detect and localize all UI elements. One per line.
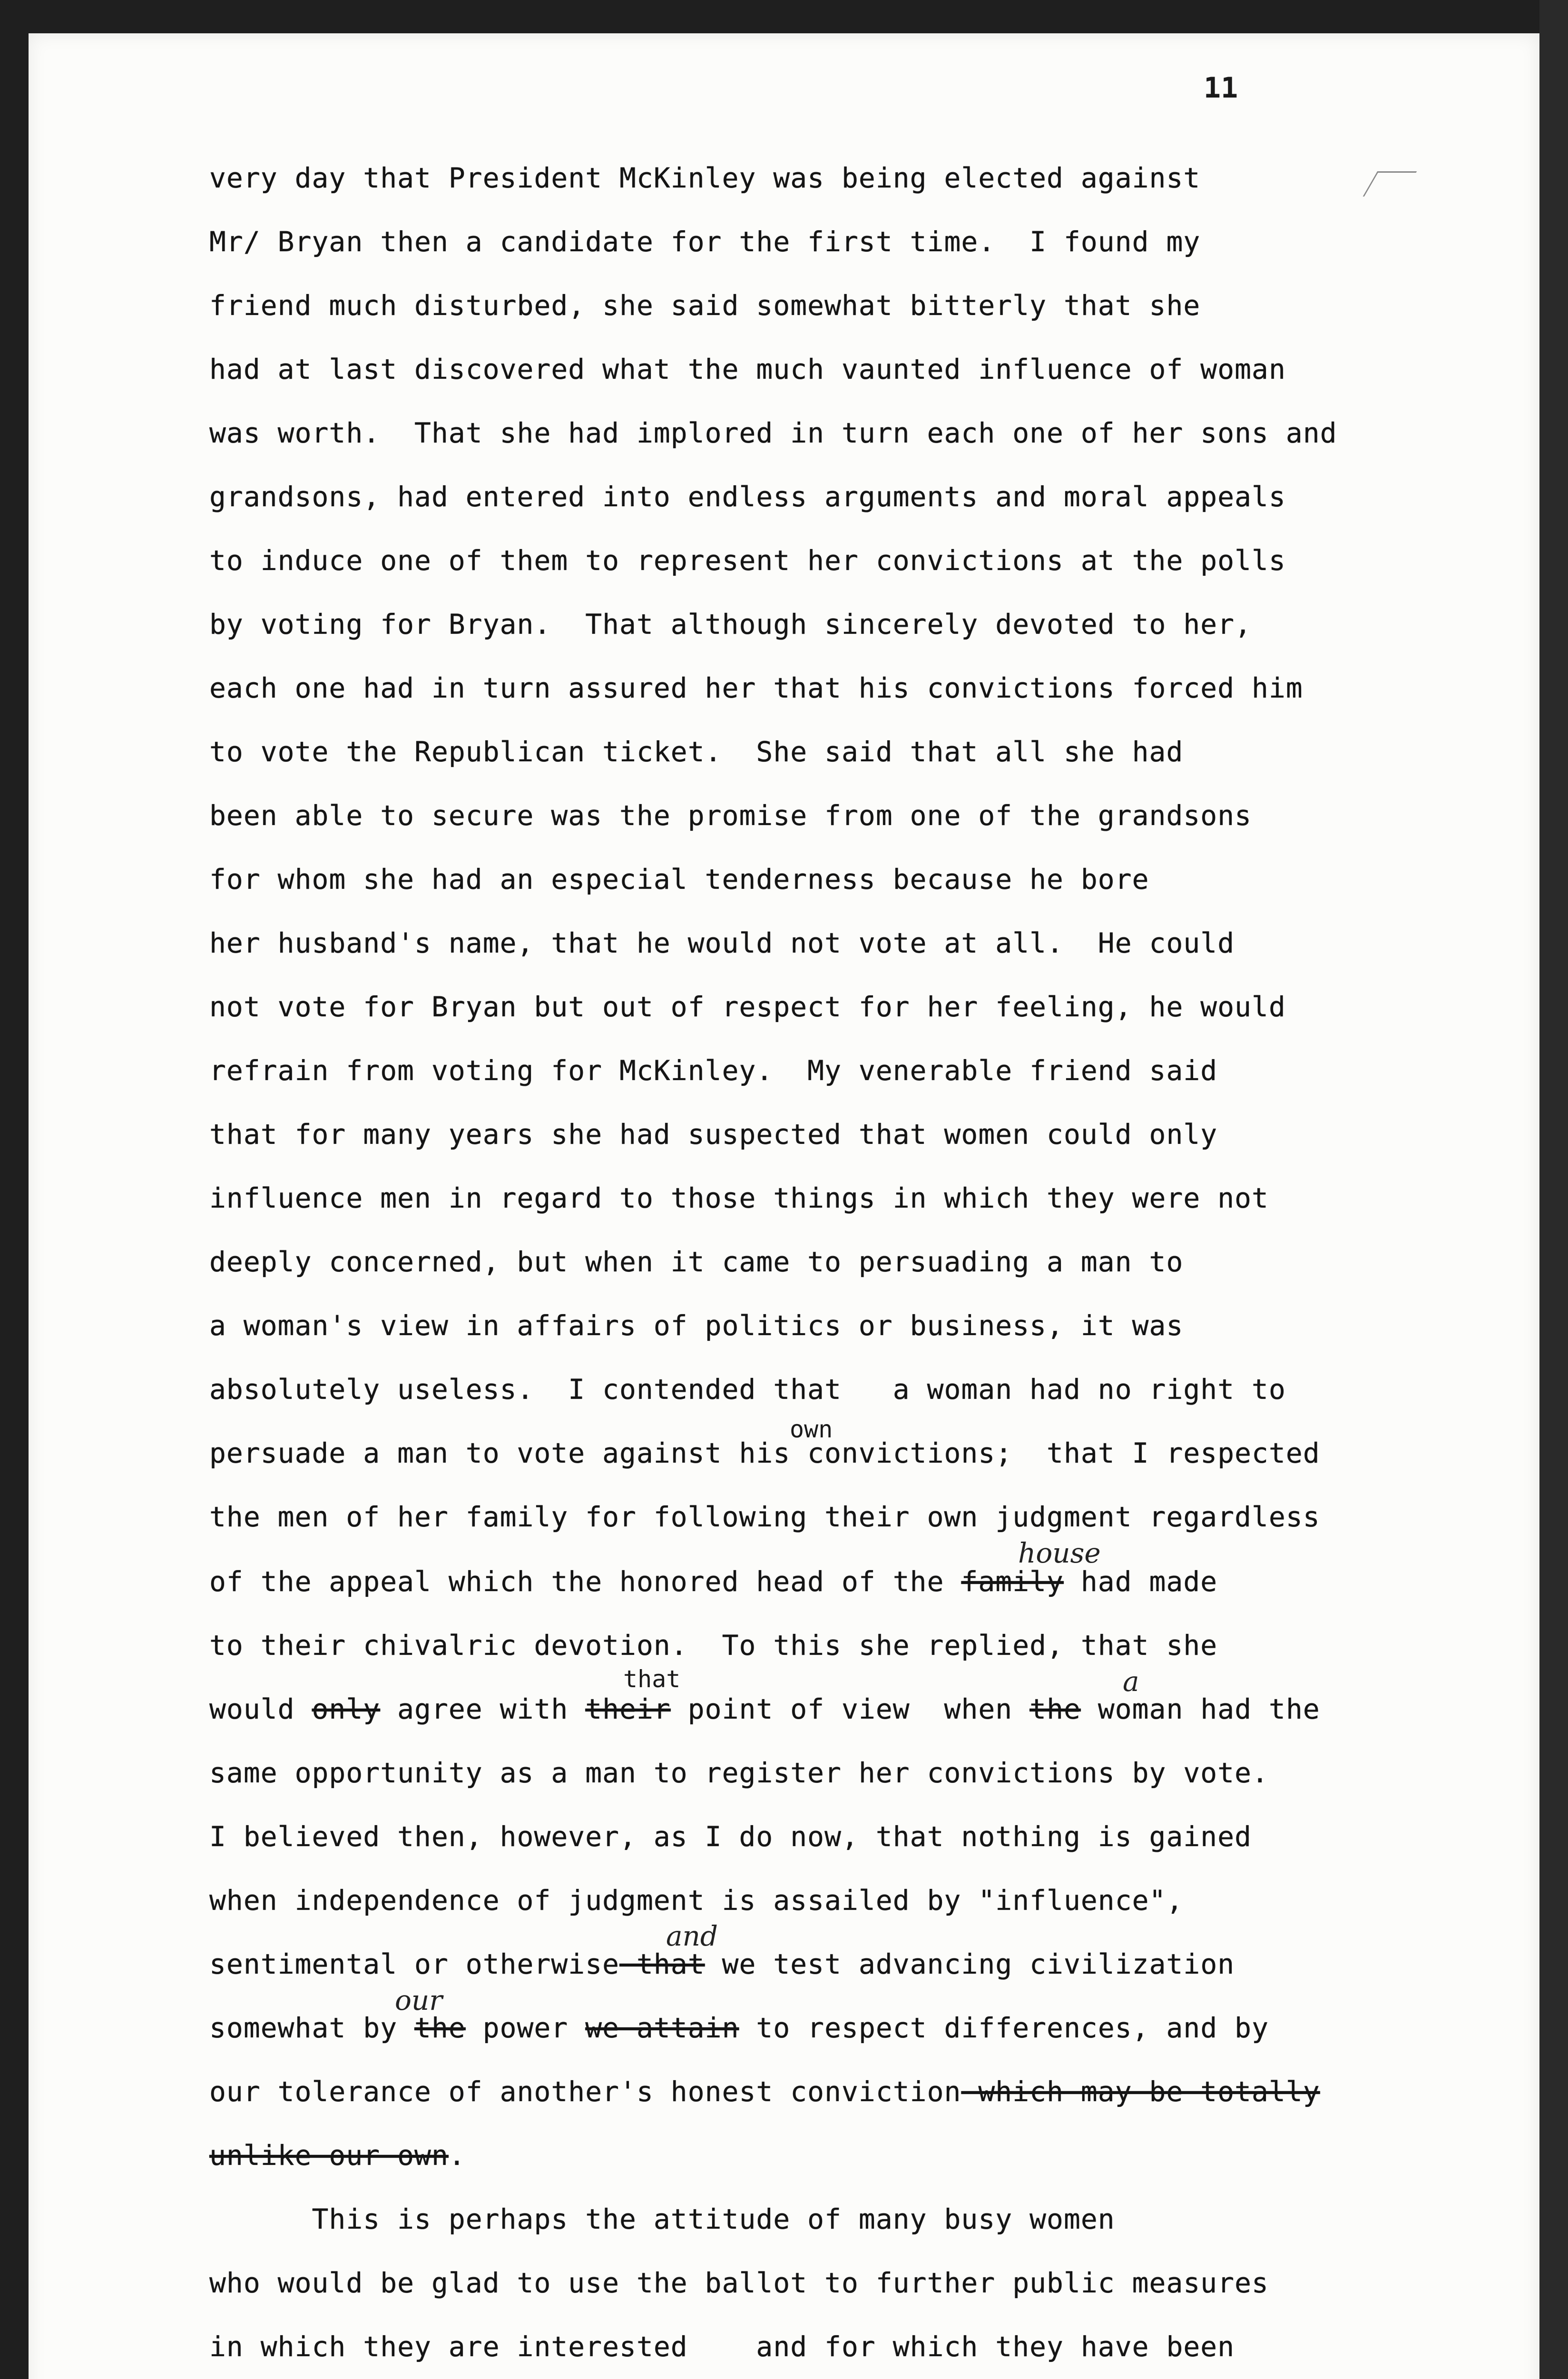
text-line-8: each one had in turn assured her that his convictions forced him [209, 672, 1303, 704]
struck-word: only [312, 1693, 381, 1725]
text-line-32: This is perhaps the attitude of many busy women [209, 2203, 1115, 2235]
text-line-18: a woman's view in affairs of politics or business, it was [209, 1309, 1184, 1342]
struck-word: their [585, 1693, 671, 1725]
text-line-16: influence men in regard to those things in which they were not [209, 1182, 1269, 1214]
text-line-24: would only agree with their point of view when the woman had the [209, 1693, 1320, 1725]
text-line-10: been able to secure was the promise from one of the grandsons [209, 799, 1252, 832]
insert-that: that [623, 1665, 681, 1693]
text-line-25: same opportunity as a man to register her convictions by vote. [209, 1757, 1269, 1789]
insert-a: a [1123, 1665, 1139, 1698]
text-line-1: Mr/ Bryan then a candidate for the first time. I found my [209, 226, 1201, 258]
text-line-6: to induce one of them to represent her convictions at the polls [209, 544, 1286, 577]
text-line-7: by voting for Bryan. That although sincerely devoted to her, [209, 608, 1252, 640]
insert-and: and [666, 1920, 718, 1952]
text-line-17: deeply concerned, but when it came to persuading a man to [209, 1246, 1184, 1278]
text-line-12: her husband's name, that he would not vote at all. He could [209, 927, 1235, 959]
text-line-5: grandsons, had entered into endless arguments and moral appeals [209, 481, 1286, 513]
text-line-30: our tolerance of another's honest conviction which may be totally [209, 2075, 1320, 2108]
struck-word: unlike our own [209, 2139, 449, 2172]
scan-edge [1539, 0, 1568, 2379]
text-line-33: who would be glad to use the ballot to further public measures [209, 2267, 1269, 2299]
insert-our: our [395, 1984, 442, 2016]
text-line-28: sentimental or otherwise that we test advancing civilization [209, 1948, 1235, 1980]
text-line-29: somewhat by the power we attain to respect differences, and by [209, 2012, 1269, 2044]
insert-own: own [790, 1416, 833, 1443]
struck-word: which may be totally [961, 2075, 1320, 2108]
text-line-34: in which they are interested and for which they have been [209, 2330, 1235, 2363]
text-line-27: when independence of judgment is assailed by "influence", [209, 1884, 1184, 1917]
text-line-21: the men of her family for following their own judgment regardless [209, 1501, 1320, 1533]
text-line-23: to their chivalric devotion. To this she replied, that she [209, 1629, 1218, 1661]
text-line-13: not vote for Bryan but out of respect for her feeling, he would [209, 991, 1286, 1023]
text-line-0: very day that President McKinley was being elected against [209, 162, 1201, 194]
struck-word: that [619, 1948, 705, 1980]
text-line-11: for whom she had an especial tenderness because he bore [209, 863, 1149, 895]
text-line-22: of the appeal which the honored head of the family had made [209, 1565, 1218, 1598]
text-line-9: to vote the Republican ticket. She said that all she had [209, 736, 1184, 768]
text-line-14: refrain from voting for McKinley. My venerable friend said [209, 1054, 1218, 1087]
text-line-26: I believed then, however, as I do now, that nothing is gained [209, 1820, 1252, 1853]
text-line-3: had at last discovered what the much vaunted influence of woman [209, 353, 1286, 385]
text-line-19: absolutely useless. I contended that a woman had no right to [209, 1373, 1286, 1406]
text-line-4: was worth. That she had implored in turn each one of her sons and [209, 417, 1337, 449]
text-line-20: persuade a man to vote against his convictions; that I respected [209, 1437, 1320, 1469]
text-line-15: that for many years she had suspected that women could only [209, 1118, 1218, 1150]
struck-word: we attain [585, 2012, 739, 2044]
struck-word: the [414, 2012, 466, 2044]
insert-house: house [1018, 1537, 1101, 1569]
struck-word: the [1029, 1693, 1081, 1725]
struck-word: family [961, 1565, 1064, 1598]
page-number: 11 [1204, 71, 1238, 105]
text-line-31: unlike our own. [209, 2139, 466, 2172]
text-line-2: friend much disturbed, she said somewhat bitterly that she [209, 289, 1201, 322]
